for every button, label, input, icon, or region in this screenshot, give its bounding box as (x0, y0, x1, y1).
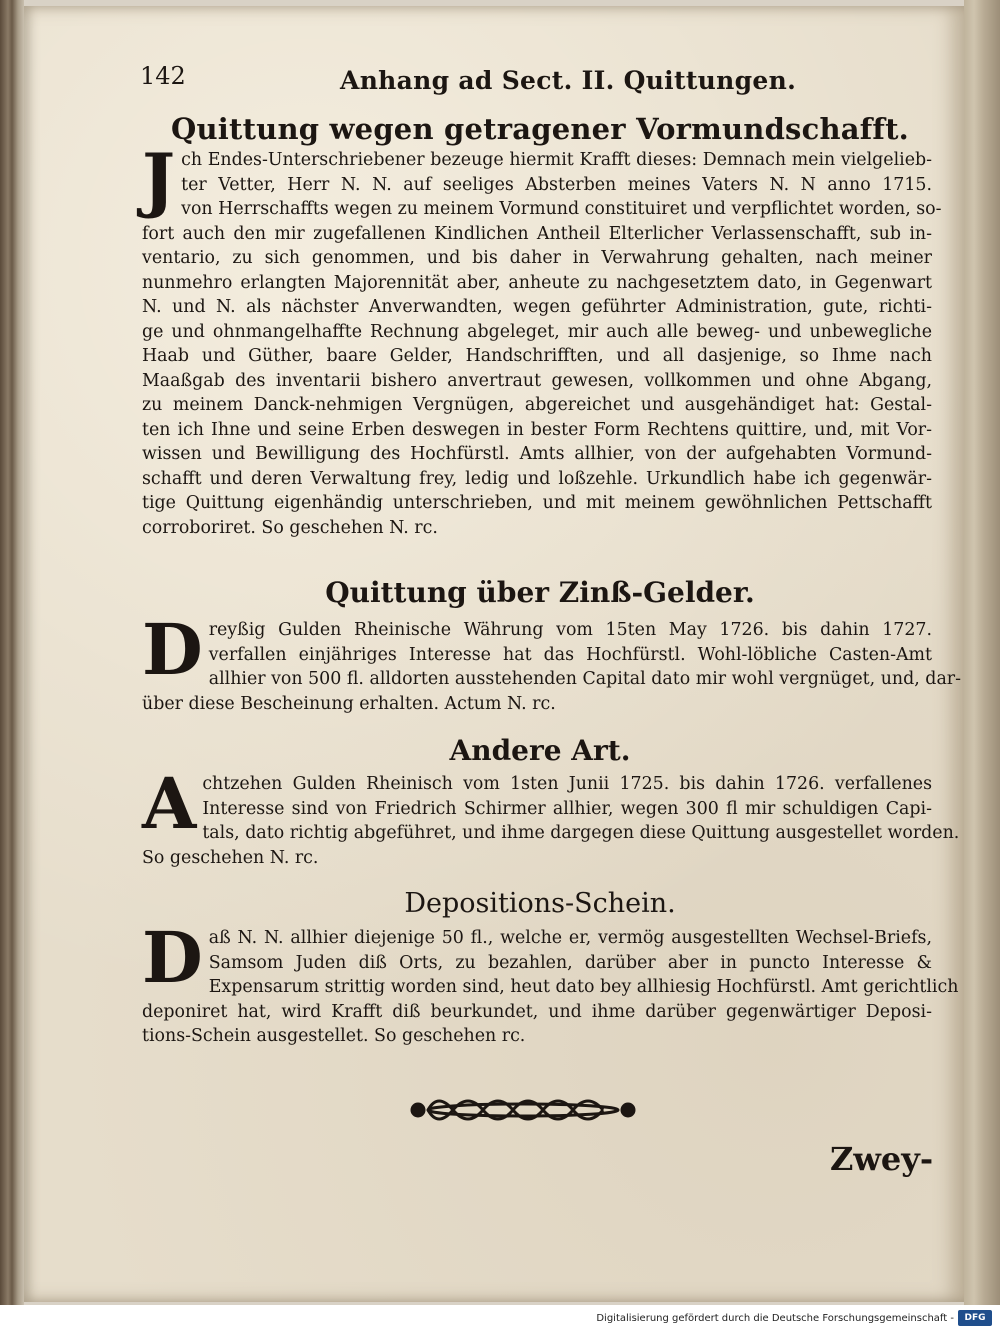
text-line: ge und ohnmangelhaffte Rechnung abgeleget, mir auch alle beweg- und unbewegliche (142, 321, 932, 342)
section-title-interest-receipt: Quittung über Zinß-Gelder. (325, 576, 755, 609)
section-body-guardianship-receipt (142, 138, 942, 540)
text-line: tige Quittung eigenhändig unterschrieben, und mit meinem gewöhnlichen Pettschafft (142, 493, 932, 513)
text-line: wissen und Bewilligung des Hochfürstl. Amts allhier, von der aufgehabten Vormund- (142, 444, 932, 464)
text-line: ventario, zu sich genommen, und bis daher in Verwahrung gehalten, nach meiner (142, 248, 932, 268)
running-head: Anhang ad Sect. II. Quittungen. (340, 66, 797, 95)
section-body-other-type (142, 762, 960, 870)
section-title-deposit-certificate: Depositions-Schein. (404, 888, 676, 919)
text-line: schafft und deren Verwaltung frey, ledig und loßzehle. Urkundlich habe ich gegenwär- (142, 468, 932, 489)
text-line: chtzehen Gulden Rheinisch vom 1sten Junii 1725. bis dahin 1726. verfallenes (202, 774, 932, 794)
page-number: 142 (140, 62, 186, 90)
text-line: allhier von 500 fl. alldorten ausstehenden Capital dato mir wohl vergnüget, und, dar- (208, 669, 962, 689)
dropcap: A (142, 762, 197, 845)
text-line: tals, dato richtig abgeführet, und ihme dargegen diese Quittung ausgestellet worden. (202, 823, 960, 843)
section-title-guardianship-receipt: Quittung wegen getragener Vormundschafft. (171, 112, 909, 146)
dropcap: J (142, 138, 176, 221)
dropcap: D (142, 916, 203, 999)
section-body-deposit-certificate (142, 916, 959, 1049)
footer-credit: Digitalisierung gefördert durch die Deutsche Forschungsgemeinschaft - (596, 1313, 954, 1324)
text-line: corroboriret. So geschehen N. rc. (142, 517, 438, 538)
text-line: So geschehen N. rc. (142, 847, 319, 868)
dropcap: D (142, 608, 203, 691)
text-line: reyßig Gulden Rheinische Währung vom 15ten May 1726. bis dahin 1727. (208, 620, 932, 640)
text-line: aß N. N. allhier diejenige 50 fl., welche er, vermög ausgestellten Wechsel-Briefs, (208, 928, 932, 948)
text-line: Maaßgab des inventarii bishero anvertraut gewesen, vollkommen und ohne Abgang, (142, 370, 932, 391)
text-line: fort auch den mir zugefallenen Kindlichen Antheil Elterlicher Verlassenschafft, sub in- (142, 223, 932, 244)
catchword: Zwey- (830, 1140, 934, 1178)
book-binding-edge (0, 0, 24, 1305)
dfg-logo: DFG (958, 1310, 992, 1326)
text-line: Expensarum strittig worden sind, heut dato bey allhiesig Hochfürstl. Amt gerichtlich (208, 977, 959, 997)
text-line: verfallen einjähriges Interesse hat das Hochfürstl. Wohl-löbliche Casten-Amt (208, 644, 932, 665)
text-line: Haab und Güther, baare Gelder, Handschrifften, und all dasjenige, so Ihme nach (142, 346, 932, 366)
page-stack-edge (964, 0, 1000, 1305)
section-title-other-type: Andere Art. (449, 734, 631, 767)
text-line: ter Vetter, Herr N. N. auf seeliges Absterben meines Vaters N. N anno 1715. (181, 174, 932, 195)
section-body-interest-receipt (142, 608, 962, 716)
text-line: tions-Schein ausgestellet. So geschehen rc. (142, 1026, 526, 1046)
ornament-vignette (398, 1080, 648, 1140)
text-line: deponiret hat, wird Krafft diß beurkundet, und ihme darüber gegenwärtiger Deposi- (142, 1001, 932, 1022)
text-line: Interesse sind von Friedrich Schirmer allhier, wegen 300 fl mir schuldigen Capi- (202, 798, 932, 819)
text-line: über diese Bescheinung erhalten. Actum N. rc. (142, 693, 556, 714)
text-line: zu meinem Danck-nehmigen Vergnügen, abgereichet und ausgehändiget hat: Gestal- (142, 395, 932, 415)
text-line: ten ich Ihne und seine Erben deswegen in bester Form Rechtens quittire, und, mit Vor- (142, 419, 932, 440)
text-line: nunmehro erlangten Majorennität aber, anheute zu nachgesetztem dato, in Gegenwart (142, 272, 932, 293)
text-line: ch Endes-Unterschriebener bezeuge hiermit Krafft dieses: Demnach mein vielgelieb- (181, 150, 932, 170)
text-line: Samsom Juden diß Orts, zu bezahlen, darüber aber in puncto Interesse & (208, 952, 932, 973)
text-line: N. und N. als nächster Anverwandten, wegen geführter Administration, gute, richti- (142, 297, 932, 317)
text-line: von Herrschaffts wegen zu meinem Vormund constituiret und verpflichtet worden, so- (181, 199, 942, 219)
